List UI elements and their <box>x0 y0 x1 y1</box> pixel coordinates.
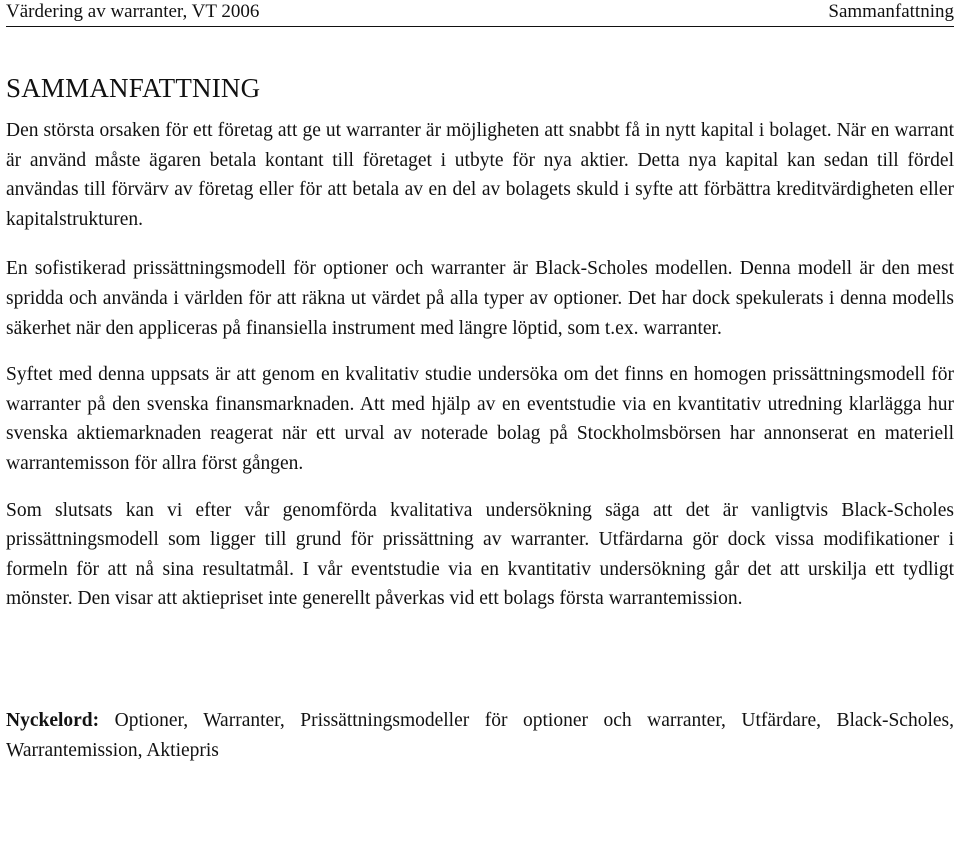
paragraph-3: Syftet med denna uppsats är att genom en kvalitativ studie undersöka om det finns en homogen prissättningsmodell för warranter på den svenska finansmarknaden. Att med hjälp av en eventstudie via en kvantitativ utredning klarlägga hur svenska aktiemarknaden reagerat när ett urval av noterade bolag på Stockholmsbörsen har annonserat en materiell warrantemisson för allra först gången. <box>6 364 954 474</box>
keywords-text: Optioner, Warranter, Prissättningsmodeller för optioner och warranter, Utfärdare, Black-Scholes, Warrantemission, Aktiepris <box>6 709 954 761</box>
header-document-title: Värdering av warranter, VT 2006 <box>6 1 260 22</box>
keywords <box>6 706 954 765</box>
paragraph-2: En sofistikerad prissättningsmodell för optioner och warranter är Black-Scholes modellen. Denna modell är den mest spridda och använda i världen för att räkna ut värdet på alla typer av optioner. Det har dock spekulerats i denna modells säkerhet när den appliceras på finansiella instrument med längre löptid, som t.ex. warranter. <box>6 258 954 339</box>
header-section-name: Sammanfattning <box>828 1 954 22</box>
running-header <box>6 0 954 27</box>
keywords-label: Nyckelord: <box>6 709 100 731</box>
section-title: SAMMANFATTNING <box>6 73 261 103</box>
paragraph-1: Den största orsaken för ett företag att ge ut warranter är möjligheten att snabbt få in nytt kapital i bolaget. När en warrant är använd måste ägaren betala kontant till företaget i utbyte för nya aktier. Detta nya kapital kan sedan till fördel användas till förvärv av företag eller för att betala av en del av bolagets skuld i syfte att förbättra kreditvärdigheten eller kapitalstrukturen. <box>6 120 954 230</box>
document-page <box>6 0 954 785</box>
paragraph-4: Som slutsats kan vi efter vår genomförda kvalitativa undersökning säga att det är vanligtvis Black-Scholes prissättningsmodell som ligger till grund för prissättning av warranter. Utfärdarna gör dock vissa modifikationer i formeln för att nå sina resultatmål. I vår eventstudie via en kvantitativ undersökning går det att urskilja ett tydligt mönster. Den visar att aktiepriset inte generellt påverkas vid ett bolags första warrantemission. <box>6 499 954 610</box>
